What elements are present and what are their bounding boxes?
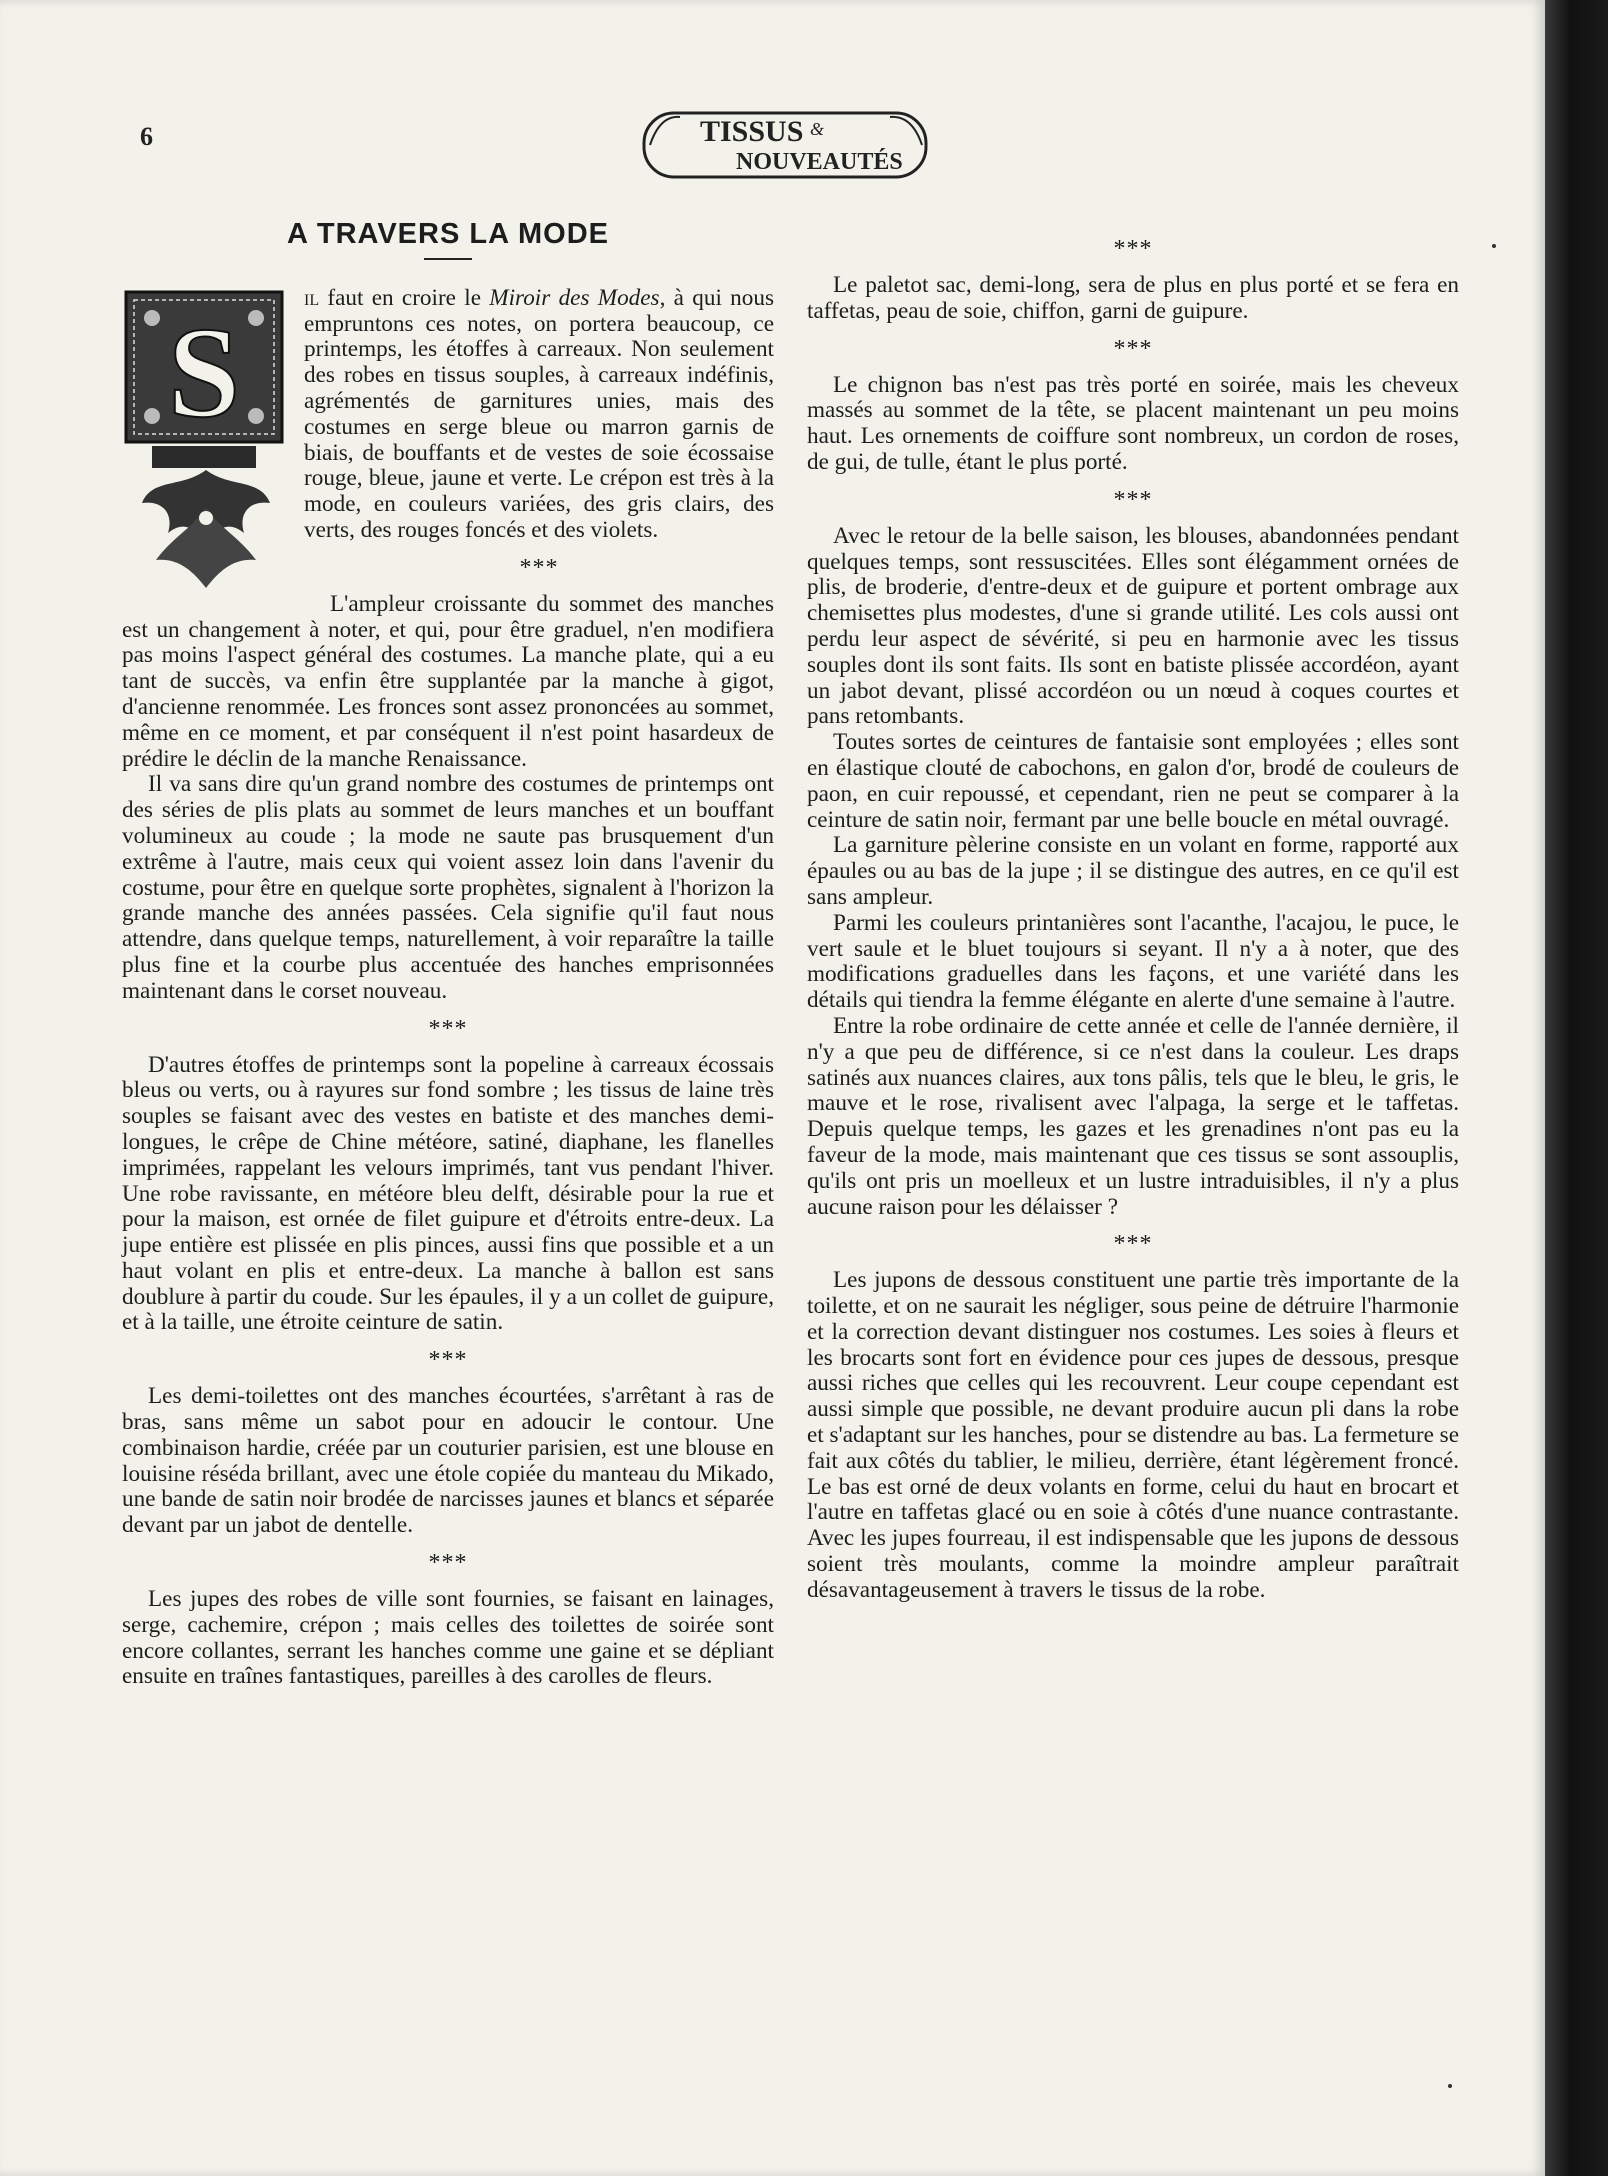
paragraph: Parmi les couleurs printanières sont l'acanthe, l'acajou, le puce, le vert saule et le bluet toujours si seyant. Il n'y a à noter, que des modifications graduelles dans les façons, et une variété dans les détails qui tiendra la femme élégante en alerte d'une semaine à l'autre. (807, 909, 1459, 1014)
paragraph: Il va sans dire qu'un grand nombre des costumes de printemps ont des séries de plis plats au sommet de leurs manches et un bouffant volumineux au coude ; la mode ne saute pas brusquement d'un extrême à l'autre, mais ceux qui voient assez loin dans l'avenir du costume, pour être en quelque sorte prophètes, signalent à l'horizon la grande manche des années passées. Cela signifie qu'il faut nous attendre, dans quelque temps, naturellement, à voir reparaître la taille plus fine et la courbe plus accentuée des hanches emprisonnées maintenant dans le corset nouveau. (122, 771, 774, 1004)
svg-text:NOUVEAUTÉS: NOUVEAUTÉS (736, 149, 903, 175)
section-separator: *** (428, 1347, 468, 1374)
print-speck (1492, 244, 1496, 248)
paragraph: Les jupons de dessous constituent une partie très importante de la toilette, et on ne saurait les négliger, sous peine de détruire l'harmonie et la correction devant distinguer nos costumes. Les soies à fleurs et les brocarts sont fort en évidence pour ces jupes de dessous, presque aussi riches que celles qui les recouvrent. Leur coupe cependant est aussi simple que possible, ne devant produire aucun pli dans la robe et s'adaptant sur les hanches, pour se distendre au bas. La fermeture se fait aux côtés du tablier, le milieu, derrière, étant légèrement froncé. Le bas est orné de deux volants en forme, celui du haut en brocart et l'autre en taffetas glacé ou en soie à côtés d'une nuance contrastante. Avec les jupes fourreau, il est indispensable que les jupons de dessous soient très moulants, comme la moindre ampleur paraîtrait désavantageusement à travers le tissus de la robe. (807, 1267, 1459, 1603)
paragraph: La garniture pèlerine consiste en un volant en forme, rapporté aux épaules ou au bas de la jupe ; il se distingue des autres, en ce qu'il est sans ampleur. (807, 832, 1459, 910)
print-speck (1448, 2084, 1452, 2088)
ornamental-letter-icon (122, 288, 290, 596)
section-separator: *** (1113, 236, 1153, 262)
paragraph: L'ampleur croissante du sommet des manches est un changement à noter, et qui, pour être graduel, n'en modifiera pas moins l'aspect général des costumes. La manche plate, qui a eu tant de succès, va enfin être supplantée par la manche à gigot, d'ancienne renommée. Les fronces sont assez prononcées au sommet, même en ce moment, et par conséquent il n'est point hasardeux de prédire le déclin de la manche Renaissance. (122, 590, 774, 772)
paragraph: D'autres étoffes de printemps sont la popeline à carreaux écossais bleus ou verts, ou à rayures sur fond sombre ; les tissus de laine très souples se faisant avec des vestes en batiste et des manches demi-longues, le crêpe de Chine météore, satiné, diaphane, les flanelles imprimées, rappelant les velours imprimés, tant vus pendant l'hiver. Une robe ravissante, en météore bleu delft, désirable pour la rue et pour la maison, est ornée de filet guipure et d'étroits entre-deux. La jupe entière est plissée en plis pinces, aussi fins que possible et a un haut volant en plis et entre-deux. La manche à ballon est sans doublure à partir du coude. Sur les épaules, il y a un collet de guipure, et à la taille, une étroite ceinture de satin. (122, 1051, 774, 1336)
decorative-dropcap (122, 288, 290, 596)
svg-text:S: S (167, 300, 241, 445)
paragraph: Les demi-toilettes ont des manches écourtées, s'arrêtant à ras de bras, sans même un sabot pour en adoucir le contour. Une combinaison hardie, créée par un couturier parisien, est une blouse en louisine réséda brillant, avec une étole copiée du manteau du Mikado, une bande de satin noir brodée de narcisses jaunes et blancs et séparée devant par un jabot de dentelle. (122, 1383, 774, 1539)
paragraph: Le paletot sac, demi-long, sera de plus en plus porté et se fera en taffetas, peau de soie, chiffon, garni de guipure. (807, 272, 1459, 324)
svg-text:TISSUS: TISSUS (700, 115, 804, 148)
paragraph: Le chignon bas n'est pas très porté en soirée, mais les cheveux massés au sommet de la tête, se placent maintenant un peu moins haut. Les ornements de coiffure sont nombreux, un cordon de roses, de gui, de tulle, étant le plus porté. (807, 371, 1459, 475)
source-title: Miroir des Modes (489, 284, 660, 311)
paragraph: Toutes sortes de ceintures de fantaisie sont employées ; elles sont en élastique clouté de cabochons, en galon d'or, brodé de couleurs de paon, en cuir repoussé, et cependant, rien ne peut se comparer à la ceinture de satin noir, fermant par une belle boucle en métal ouvragé. (807, 729, 1459, 833)
section-separator: *** (428, 1550, 468, 1577)
title-rule (424, 258, 472, 260)
section-separator: *** (428, 1015, 468, 1042)
left-column (122, 218, 774, 1690)
section-separator: *** (1113, 335, 1153, 362)
paragraph-intro: il faut en croire le Miroir des Modes, à qui nous empruntons ces notes, on portera beaucoup, ce printemps, les étoffes à carreaux. Non seulement des robes en tissus souples, à carreaux indéfinis, agrémentés de garnitures unies, mais des costumes en serge bleue ou marron garnis de biais, de bouffants et de vestes de soie écossaise rouge, bleue, jaune et verte. Le crépon est très à la mode, en couleurs variées, des gris clairs, des verts, des rouges foncés et des violets. (304, 284, 774, 543)
masthead-logo-graphic (640, 105, 930, 185)
svg-text:&: & (810, 119, 825, 139)
right-column (807, 225, 1459, 1604)
paragraph: Les jupes des robes de ville sont fournies, se faisant en lainages, serge, cachemire, crépon ; mais celles des toilettes de soirée sont encore collantes, serrant les hanches comme une gaine et se dépliant ensuite en traînes fantastiques, pareilles à des carolles de fleurs. (122, 1586, 774, 1690)
paragraph: Avec le retour de la belle saison, les blouses, abandonnées pendant quelques temps, sont ressuscitées. Elles sont élégamment ornées de plis, de broderie, d'entre-deux et de guipure et portent ombrage aux chemisettes plus modestes, d'une si grande utilité. Les cols aussi ont perdu leur aspect de sévérité, si peu en harmonie avec les tissus souples dont ils sont faits. Ils sont en batiste plissée accordéon, ayant un jabot devant, plissé accordéon ou un nœud à coques courtes et pans retombants. (807, 522, 1459, 730)
section-separator: *** (1113, 1231, 1153, 1258)
page-number: 6 (140, 122, 153, 151)
section-separator: *** (519, 554, 559, 581)
masthead-logo (640, 105, 930, 185)
book-binding-edge (1545, 0, 1608, 2176)
article-title: A TRAVERS LA MODE (286, 218, 610, 250)
section-separator: *** (1113, 486, 1153, 513)
paragraph: Entre la robe ordinaire de cette année et celle de l'année dernière, il n'y a que peu de différence, si ce n'est dans la couleur. Les draps satinés aux nuances claires, aux tons pâlis, tels que le bleu, le gris, le mauve et le rose, rivalisent avec l'alpaga, la serge et le taffetas. Depuis quelque temps, les gazes et les grenadines n'ont pas eu la faveur de la mode, mais maintenant que ces tissus se sont assouplis, qu'ils ont pris un moelleux et un lustre intraduisibles, il n'y a plus aucune raison pour les délaisser ? (807, 1012, 1459, 1220)
